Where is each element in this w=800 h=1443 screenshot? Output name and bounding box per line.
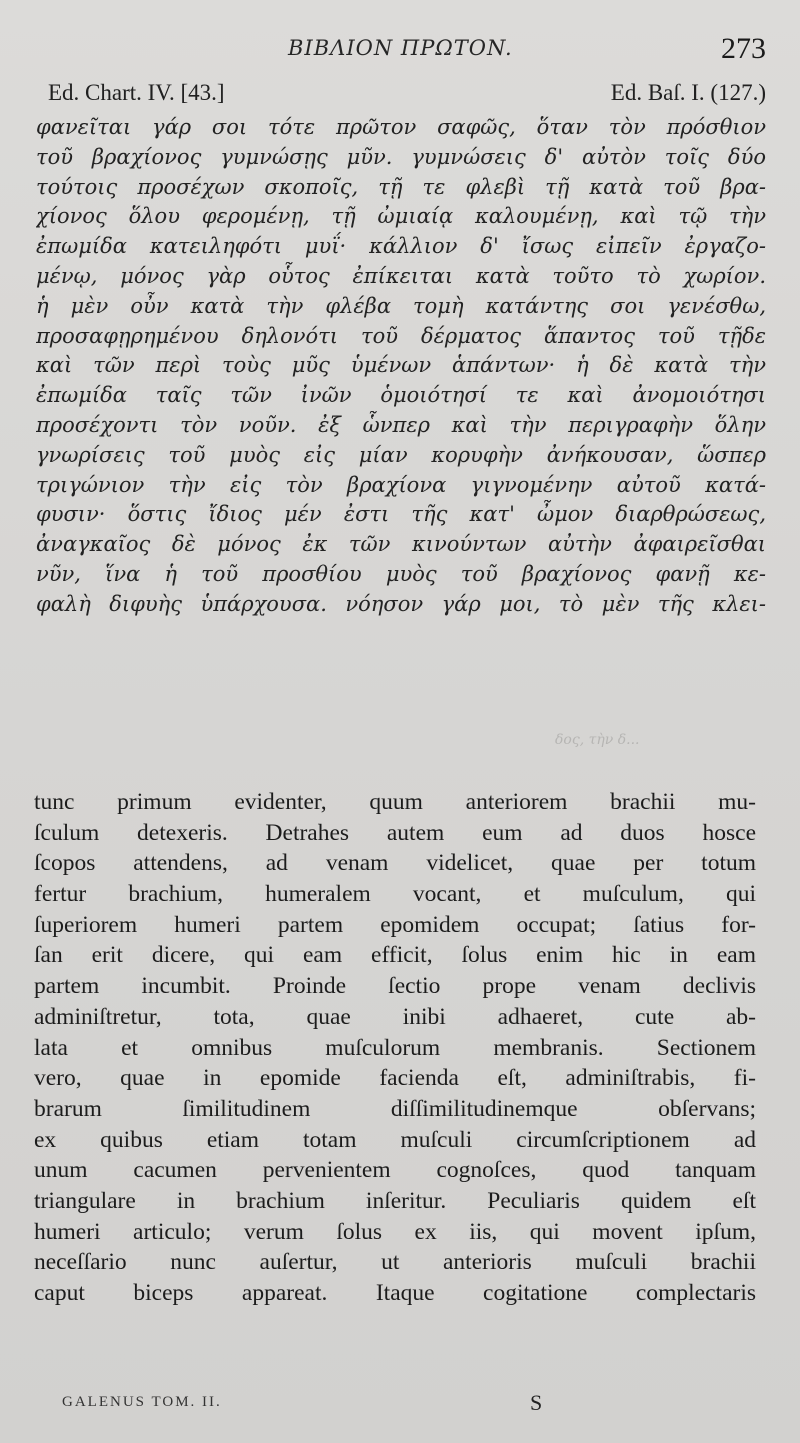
greek-line: γνωρίσεις τοῦ μυὸς εἰς μίαν κορυφὴν ἀνήκουσαν, ὥσπερ	[36, 442, 766, 467]
latin-line: neceſſario nunc auſertur, ut anterioris muſculi brachii	[34, 1249, 756, 1276]
greek-line: ἀναγκαῖος δὲ μόνος ἐκ τῶν κινούντων αὐτὴν ἀφαιρεῖσθαι	[36, 532, 766, 557]
greek-line: φυσιν· ὅστις ἴδιος μέν ἐστι τῆς κατ' ὦμον διαρθρώσεως,	[36, 502, 766, 527]
page-number: 273	[721, 32, 766, 65]
latin-line: lata et omnibus muſculorum membranis. Sectionem	[34, 1034, 756, 1061]
latin-line: adminiſtretur, tota, quae inibi adhaeret, cute ab-	[34, 1003, 756, 1030]
running-title: BIBΛION ΠPΩTON.	[288, 36, 513, 60]
footer-signature: GALENUS TOM. II.	[62, 1394, 222, 1410]
bleed-through-text: δος, τὴν δ...	[555, 732, 640, 748]
latin-line: brarum ſimilitudinem diſſimilitudinemque obſervans;	[34, 1095, 756, 1122]
latin-line: ſculum detexeris. Detrahes autem eum ad duos hosce	[34, 819, 756, 846]
page-footer	[0, 1392, 800, 1422]
greek-line: ἡ μὲν οὖν κατὰ τὴν φλέβα τομὴ κατάντης σοι γενέσθω,	[36, 293, 766, 318]
greek-line: φαλὴ διφυὴς ὑπάρχουσα. νόησον γάρ μοι, τὸ μὲν τῆς κλει-	[36, 591, 766, 616]
greek-line: τοῦ βραχίονος γυμνώσῃς μῦν. γυμνώσεις δ' αὐτὸν τοῖς δύο	[36, 144, 766, 169]
latin-line: ſan erit dicere, qui eam efficit, ſolus enim hic in eam	[34, 942, 756, 969]
latin-line: unum cacumen pervenientem cognoſces, quod tanquam	[34, 1157, 756, 1184]
latin-line: ex quibus etiam totam muſculi circumſcriptionem ad	[34, 1126, 756, 1153]
latin-line: tunc primum evidenter, quum anteriorem brachii mu-	[34, 789, 756, 815]
greek-line: μένῳ, μόνος γὰρ οὗτος ἐπίκειται κατὰ τοῦτο τὸ χωρίον.	[36, 263, 766, 288]
latin-line: fertur brachium, humeralem vocant, et muſculum, qui	[34, 881, 756, 908]
greek-line: ἐπωμίδα κατειληφότι μυΐ· κάλλιον δ' ἴσως εἰπεῖν ἐργαζο-	[36, 234, 766, 259]
edition-basel: Ed. Baſ. I. (127.)	[610, 80, 766, 105]
greek-line: τούτοις προσέχων σκοποῖς, τῇ τε φλεβὶ τῇ κατὰ τοῦ βρα-	[36, 174, 766, 199]
greek-text-block	[36, 113, 766, 620]
latin-text-block	[34, 787, 756, 1309]
greek-line: ἐπωμίδα ταῖς τῶν ἰνῶν ὁμοιότησί τε καὶ ἀνομοιότησι	[36, 383, 766, 408]
latin-line: partem incumbit. Proinde ſectio prope venam declivis	[34, 973, 756, 1000]
greek-line: προσέχοντι τὸν νοῦν. ἐξ ὧνπερ καὶ τὴν περιγραφὴν ὅλην	[36, 412, 766, 437]
greek-line: φανεῖται γάρ σοι τότε πρῶτον σαφῶς, ὅταν τὸν πρόσθιον	[36, 115, 766, 139]
latin-line: ſcopos attendens, ad venam videlicet, quae per totum	[34, 850, 756, 877]
edition-references	[48, 80, 766, 110]
latin-line: caput biceps appareat. Itaque cogitatione complectaris	[34, 1280, 756, 1306]
greek-line: νῦν, ἵνα ἡ τοῦ προσθίου μυὸς τοῦ βραχίονος φανῇ κε-	[36, 561, 766, 586]
greek-line: τριγώνιον τὴν εἰς τὸν βραχίονα γιγνομένην αὐτοῦ κατά-	[36, 472, 766, 497]
latin-line: vero, quae in epomide facienda eſt, adminiſtrabis, fi-	[34, 1065, 756, 1092]
greek-line: χίονος ὅλου φερομένῃ, τῇ ὠμιαίᾳ καλουμένῃ, καὶ τῷ τὴν	[36, 204, 766, 229]
running-head	[0, 34, 800, 66]
greek-line: προσαφῃρημένου δηλονότι τοῦ δέρματος ἅπαντος τοῦ τῇδε	[36, 323, 766, 348]
latin-line: triangulare in brachium inſeritur. Peculiaris quidem eſt	[34, 1187, 756, 1214]
latin-line: ſuperiorem humeri partem epomidem occupat; ſatius for-	[34, 911, 756, 938]
latin-line: humeri articulo; verum ſolus ex iis, qui movent ipſum,	[34, 1218, 756, 1245]
gathering-mark: S	[530, 1390, 543, 1415]
edition-chartier: Ed. Chart. IV. [43.]	[48, 80, 225, 105]
greek-line: καὶ τῶν περὶ τοὺς μῦς ὑμένων ἁπάντων· ἡ δὲ κατὰ τὴν	[36, 353, 766, 378]
